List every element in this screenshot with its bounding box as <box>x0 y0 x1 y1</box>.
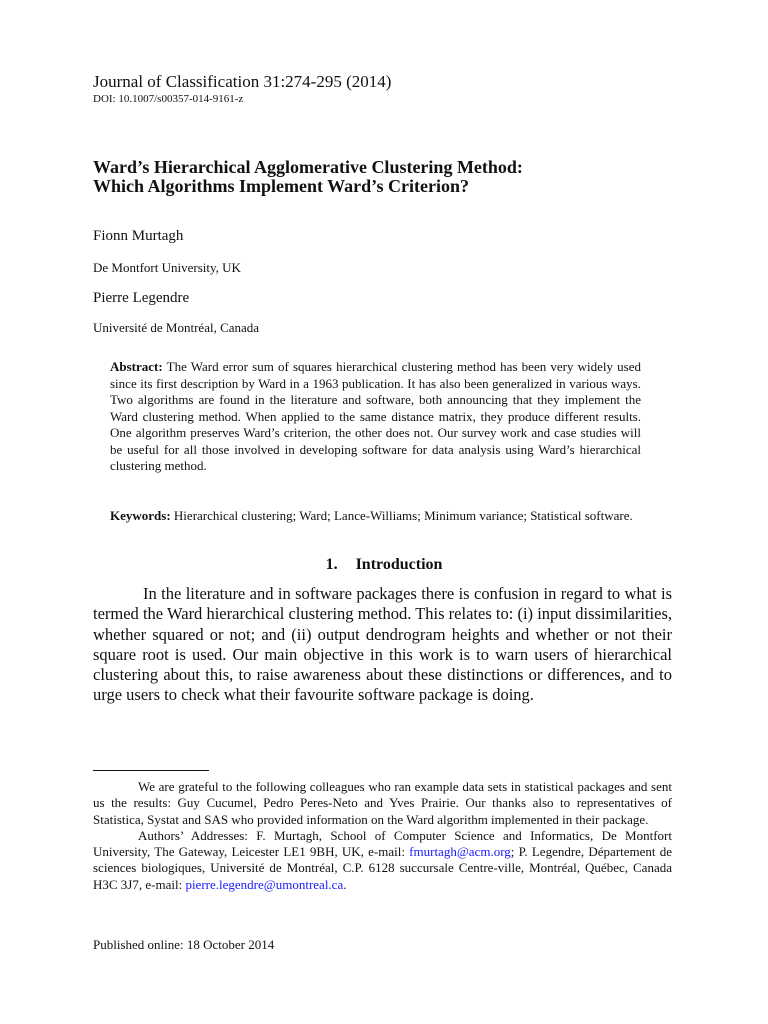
author-name-2: Pierre Legendre <box>93 290 190 306</box>
footnote-addresses-end: . <box>343 876 347 892</box>
footnote-addresses <box>93 828 672 893</box>
email-link-murtagh[interactable]: fmurtagh@acm.org <box>409 844 511 860</box>
abstract <box>110 359 641 475</box>
footnote-addresses-text-2: ; P. Legendre, Département de sciences biologiques, Université de Montréal, C.P. 6128 succursale Centre-ville, Montréal, Québec, Canada H3C 3J7, e-mail: <box>93 844 672 892</box>
footnote <box>93 779 672 893</box>
author-affiliation-1: De Montfort University, UK <box>93 260 241 275</box>
abstract-label: Abstract: <box>110 359 163 374</box>
paper-title <box>93 158 693 196</box>
author-affiliation-2: Université de Montréal, Canada <box>93 320 260 335</box>
paper-title-line-2: Which Algorithms Implement Ward’s Criterion? <box>93 176 469 196</box>
intro-paragraph: In the literature and in software packages there is confusion in regard to what is termed the Ward hierarchical clustering method. This relates to: (i) input dissimilarities, whether squared or not; and (ii) output dendrogram heights and whether or not their square root is used. Our main objective in this work is to warn users of hierarchical clustering about this, to raise awareness about these distinctions or differences, and to urge users to check what their favourite software package is doing. <box>93 584 672 705</box>
keywords-text: Hierarchical clustering; Ward; Lance-Williams; Minimum variance; Statistical software. <box>173 508 633 523</box>
email-link-legendre[interactable]: pierre.legendre@umontreal.ca <box>185 876 344 892</box>
author-name-1: Fionn Murtagh <box>93 228 184 244</box>
footnote-rule <box>93 770 209 771</box>
section-heading <box>0 555 768 575</box>
paper-title-line-1: Ward’s Hierarchical Agglomerative Clustering Method: <box>93 157 523 177</box>
keywords <box>110 508 641 525</box>
doi: DOI: 10.1007/s00357-014-9161-z <box>93 93 244 105</box>
section-title: Introduction <box>355 556 443 573</box>
published-date: Published online: 18 October 2014 <box>93 937 275 952</box>
section-number: 1. <box>325 556 338 573</box>
footnote-addresses-text-1: Authors’ Addresses: F. Murtagh, School of Computer Science and Informatics, De Montfort University, The Gateway, Leicester LE1 9BH, UK, e-mail: <box>93 827 672 860</box>
keywords-label: Keywords: <box>110 508 171 523</box>
abstract-text: The Ward error sum of squares hierarchical clustering method has been very widely used since its first description by Ward in a 1963 publication. It has also been generalized in various ways. Two algorithms are found in the literature and software, both announcing that they implement the Ward clustering method. When applied to the same distance matrix, they produce different results. One algorithm preserves Ward’s criterion, the other does not. Our survey work and case studies will be useful for all those involved in developing software for data analysis using Ward’s hierarchical clustering method. <box>110 359 641 473</box>
footnote-acknowledgement: We are grateful to the following colleagues who ran example data sets in statistical packages and sent us the results: Guy Cucumel, Pedro Peres-Neto and Yves Prairie. Our thanks also to representatives of Statistica, Systat and SAS who provided information on the Ward algorithm implemented in their package. <box>93 779 672 827</box>
journal-citation: Journal of Classification 31:274-295 (2014) <box>93 72 392 91</box>
